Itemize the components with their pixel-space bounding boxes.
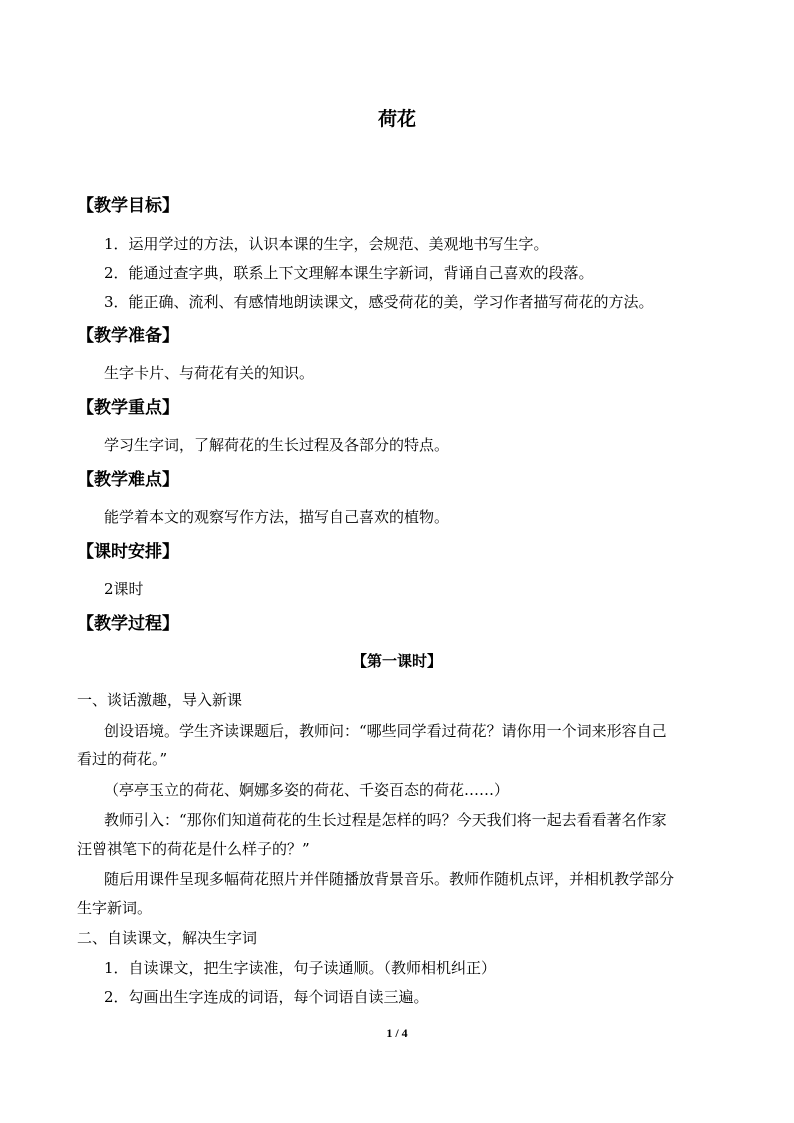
part1-paragraph4-cont: 生字新词。 bbox=[77, 899, 153, 917]
key-points-text: 学习生字词，了解荷花的生长过程及各部分的特点。 bbox=[104, 436, 450, 454]
part1-paragraph1: 创设语境。学生齐读课题后，教师问：“哪些同学看过荷花？请你用一个词来形容自己 bbox=[104, 722, 667, 740]
objective-item: 3．能正确、流利、有感情地朗读课文，感受荷花的美，学习作者描写荷花的方法。 bbox=[104, 293, 654, 311]
lesson-title: 【第一课时】 bbox=[351, 652, 442, 670]
document-title: 荷花 bbox=[377, 108, 416, 130]
part2-item: 2．勾画出生字连成的词语，每个词语自读三遍。 bbox=[104, 988, 429, 1006]
difficulties-heading: 【教学难点】 bbox=[77, 470, 179, 490]
schedule-heading: 【课时安排】 bbox=[77, 542, 179, 562]
objectives-heading: 【教学目标】 bbox=[77, 196, 179, 216]
schedule-text: 2课时 bbox=[104, 580, 144, 598]
part2-item: 1．自读课文，把生字读准，句子读通顺。（教师相机纠正） bbox=[104, 959, 497, 977]
objective-item: 1．运用学过的方法，认识本课的生字，会规范、美观地书写生字。 bbox=[104, 235, 549, 253]
part1-paragraph3: 教师引入：“那你们知道荷花的生长过程是怎样的吗？今天我们将一起去看看著名作家 bbox=[104, 811, 667, 829]
part1-paragraph4: 随后用课件呈现多幅荷花照片并伴随播放背景音乐。教师作随机点评，并相机教学部分 bbox=[104, 870, 675, 888]
part1-heading: 一、谈话激趣，导入新课 bbox=[77, 691, 243, 709]
objective-item: 2．能通过查字典，联系上下文理解本课生字新词，背诵自己喜欢的段落。 bbox=[104, 264, 594, 282]
part1-paragraph3-cont: 汪曾祺笔下的荷花是什么样子的？” bbox=[77, 840, 310, 858]
difficulties-text: 能学着本文的观察写作方法，描写自己喜欢的植物。 bbox=[104, 508, 450, 526]
preparation-text: 生字卡片、与荷花有关的知识。 bbox=[104, 364, 315, 382]
preparation-heading: 【教学准备】 bbox=[77, 326, 179, 346]
key-points-heading: 【教学重点】 bbox=[77, 398, 179, 418]
process-heading: 【教学过程】 bbox=[77, 614, 179, 634]
part1-paragraph1-cont: 看过的荷花。” bbox=[77, 750, 168, 768]
part2-heading: 二、自读课文，解决生字词 bbox=[77, 929, 258, 947]
page-number: 1 / 4 bbox=[386, 1026, 408, 1040]
part1-paragraph2: （亭亭玉立的荷花、婀娜多姿的荷花、千姿百态的荷花……） bbox=[104, 781, 510, 799]
